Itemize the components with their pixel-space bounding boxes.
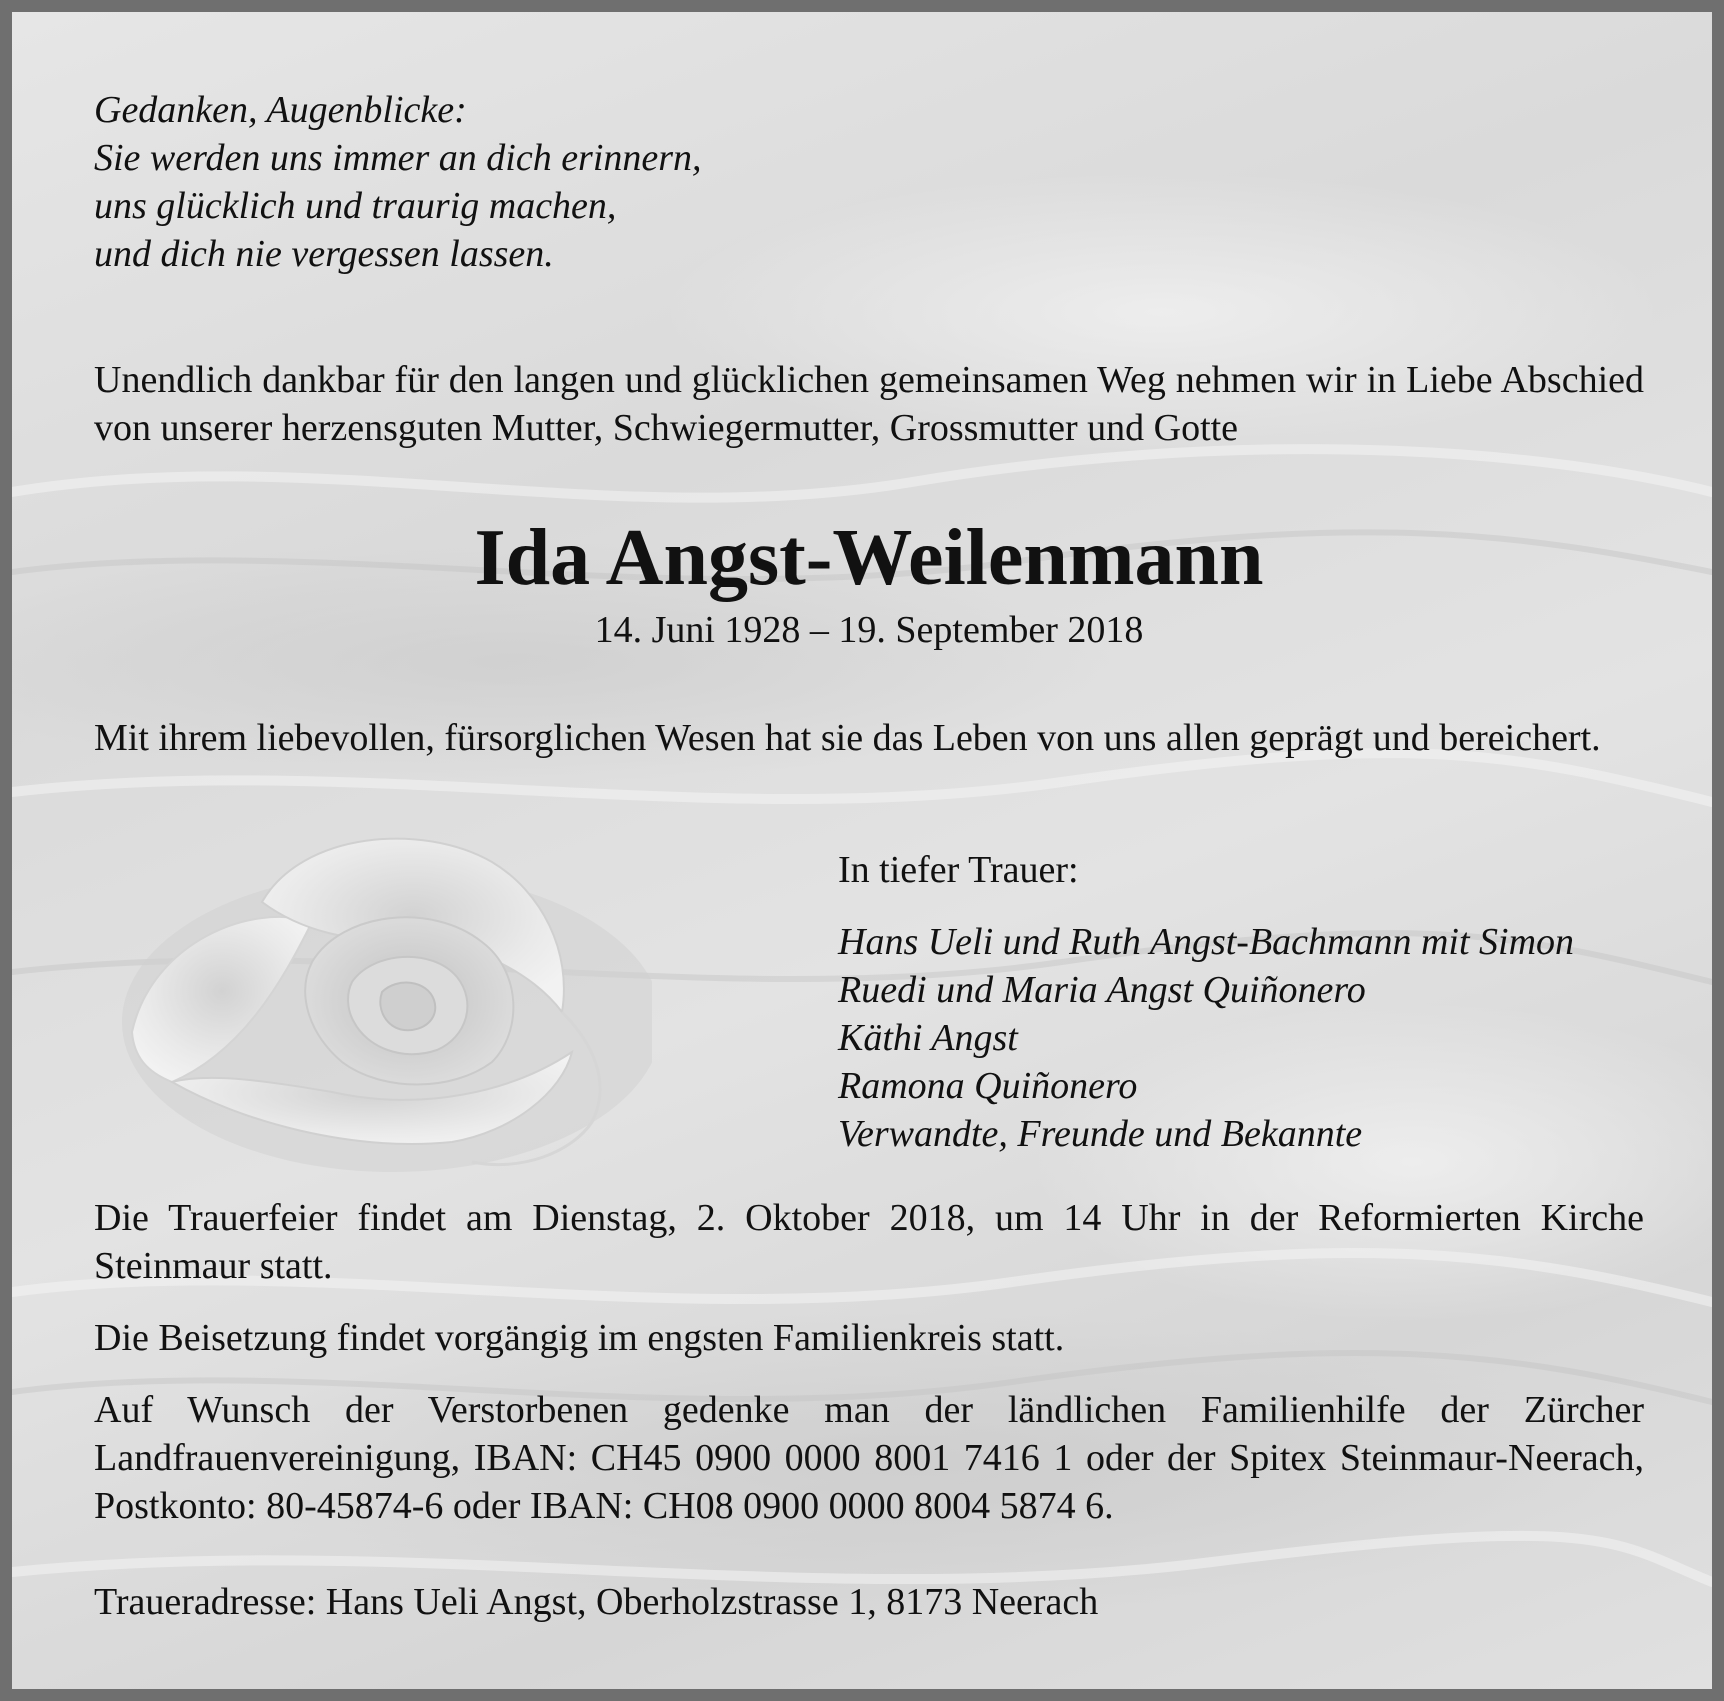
poem-line: uns glücklich und traurig machen, xyxy=(94,185,617,227)
intro-paragraph: Unendlich dankbar für den langen und glücklichen gemeinsamen Weg nehmen wir in Liebe Abschied von unserer herzensguten Mutter, Schwiegermutter, Grossmutter und Gotte xyxy=(94,359,1644,449)
poem-line: Gedanken, Augenblicke: xyxy=(94,89,467,131)
mourner-name: Käthi Angst xyxy=(838,1017,1018,1059)
life-dates: 14. Juni 1928 – 19. September 2018 xyxy=(594,609,1144,651)
donation-paragraph: Auf Wunsch der Verstorbenen gedenke man der ländlichen Familienhilfe der Zürcher Landfrauenvereinigung, IBAN: CH45 0900 0000 8001 7416 1 oder der Spitex Steinmaur-Neerach, Postkonto: 80-45874-6 oder IBAN: CH08 0900 0000 8004 5874 6. xyxy=(94,1389,1644,1527)
service-paragraph: Die Trauerfeier findet am Dienstag, 2. Oktober 2018, um 14 Uhr in der Reformierten Kirche Steinmaur statt. xyxy=(94,1197,1644,1287)
mourners-heading: In tiefer Trauer: xyxy=(838,849,1079,891)
mourner-name: Hans Ueli und Ruth Angst-Bachmann mit Simon xyxy=(838,921,1575,963)
mourner-name: Ramona Quiñonero xyxy=(838,1065,1138,1107)
mourner-name: Verwandte, Freunde und Bekannte xyxy=(838,1113,1363,1155)
burial-paragraph: Die Beisetzung findet vorgängig im engsten Familienkreis statt. xyxy=(94,1317,1065,1359)
deceased-name: Ida Angst-Weilenmann xyxy=(474,514,1264,602)
mourning-address: Traueradresse: Hans Ueli Angst, Oberholzstrasse 1, 8173 Neerach xyxy=(94,1581,1099,1623)
poem-line: Sie werden uns immer an dich erinnern, xyxy=(94,137,702,179)
memorial-poem xyxy=(94,86,702,278)
obituary-card xyxy=(12,12,1712,1689)
mourners-list xyxy=(838,918,1574,1158)
mourner-name: Ruedi und Maria Angst Quiñonero xyxy=(838,969,1366,1011)
poem-line: und dich nie vergessen lassen. xyxy=(94,233,554,275)
rose-image xyxy=(92,822,652,1202)
tribute-paragraph: Mit ihrem liebevollen, fürsorglichen Wesen hat sie das Leben von uns allen geprägt und bereichert. xyxy=(94,717,1601,759)
